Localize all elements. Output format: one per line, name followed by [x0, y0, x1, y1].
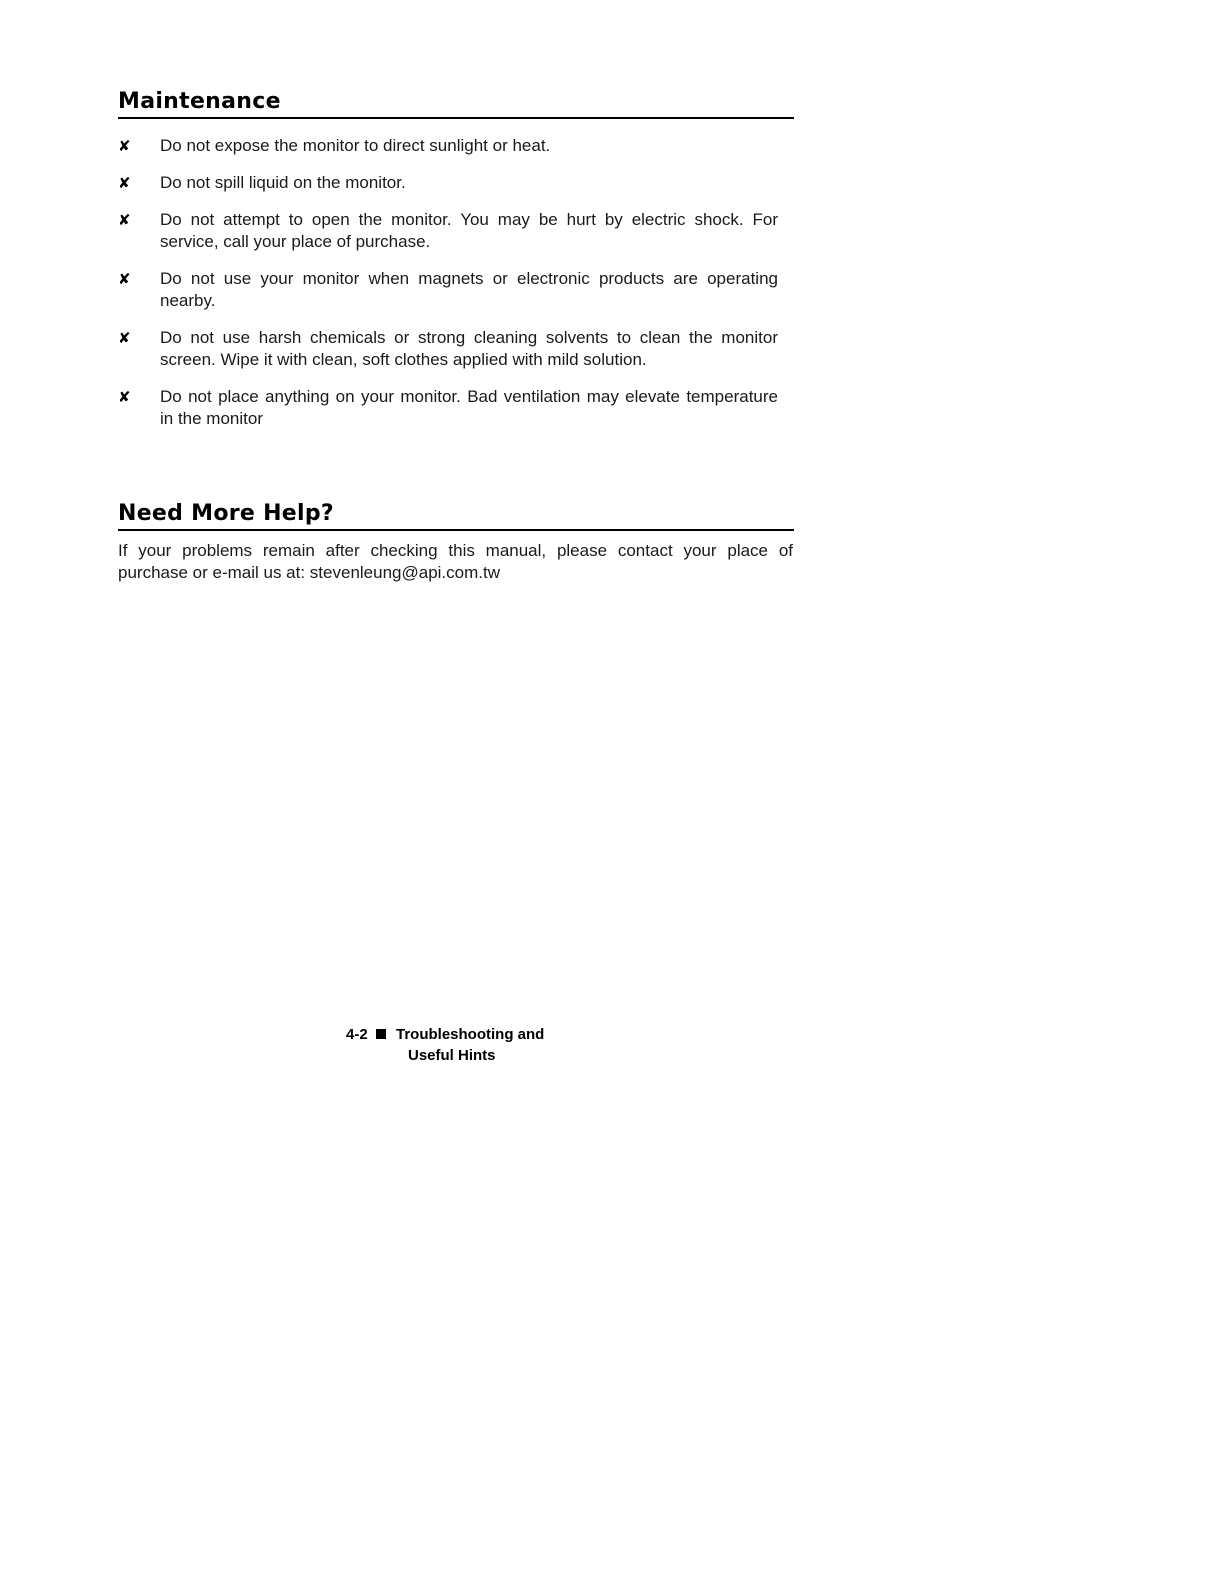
list-item: [118, 172, 778, 194]
list-item: [118, 327, 778, 371]
x-mark-icon: ✘: [118, 137, 131, 155]
list-item-text: Do not spill liquid on the monitor.: [160, 173, 406, 192]
list-item-text: Do not attempt to open the monitor. You may be hurt by electric shock. For service, call your place of purchase.: [160, 210, 778, 251]
help-text: If your problems remain after checking this manual, please contact your place of purchase or e-mail us at: stevenleung@api.com.tw: [118, 541, 793, 582]
list-item: [118, 135, 778, 157]
square-icon: [376, 1029, 386, 1039]
list-item: [118, 386, 778, 430]
footer-section-title: Troubleshooting and: [396, 1026, 545, 1043]
footer-section-subtitle: Useful Hints: [408, 1047, 496, 1064]
x-mark-icon: ✘: [118, 388, 131, 406]
help-heading: Need More Help?: [118, 501, 794, 531]
list-item-text: Do not place anything on your monitor. Bad ventilation may elevate temperature in the monitor: [160, 387, 778, 428]
x-mark-icon: ✘: [118, 211, 131, 229]
list-item: [118, 209, 778, 253]
maintenance-list: [118, 135, 778, 445]
x-mark-icon: ✘: [118, 329, 131, 347]
list-item-text: Do not use your monitor when magnets or electronic products are operating nearby.: [160, 269, 778, 310]
page-footer: [346, 1024, 544, 1066]
maintenance-heading: Maintenance: [118, 89, 794, 119]
list-item-text: Do not expose the monitor to direct sunlight or heat.: [160, 136, 551, 155]
list-item: [118, 268, 778, 312]
x-mark-icon: ✘: [118, 174, 131, 192]
x-mark-icon: ✘: [118, 270, 131, 288]
page-number: 4-2: [346, 1026, 368, 1043]
list-item-text: Do not use harsh chemicals or strong cleaning solvents to clean the monitor screen. Wipe it with clean, soft clothes applied with mild solution.: [160, 328, 778, 369]
